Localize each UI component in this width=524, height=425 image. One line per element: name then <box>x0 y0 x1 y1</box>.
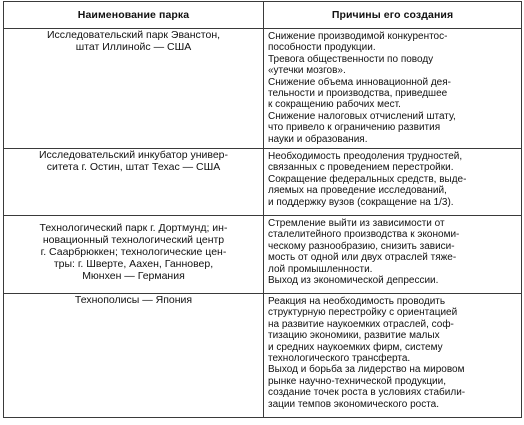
reasons-text: Необходимость преодоления трудностей, связанных с проведением перестройки. Сокращение федеральных средств, выде- ляемых на проведение исследований, и поддержку вузов (сокращение на 1/3). <box>268 151 467 208</box>
park-name: Исследовательский инкубатор универ- ситета г. Остин, штат Техас — США <box>38 149 229 173</box>
park-name-cell <box>4 294 264 418</box>
reasons-cell <box>264 216 522 294</box>
reasons-text: Снижение производимой конкурентос- пособности продукции. Тревога общественности по поводу «утечки мозгов». Снижение объема инновационной дея- тельности и производства, приведшее к сокращению рабочих мест. Снижение налоговых отчислений штату, что привело к ограничению развития науки и образования. <box>268 31 456 145</box>
reasons-cell <box>264 294 522 418</box>
document-page <box>1 1 523 423</box>
table-header-row <box>4 2 522 29</box>
reasons-cell <box>264 29 522 149</box>
park-name: Исследовательский парк Эванстон, штат Иллинойс — США <box>46 29 221 53</box>
park-name-cell <box>4 216 264 294</box>
park-name: Технологический парк г. Дортмунд; ин- новационный технологический центр г. Саарбрюккен; технологические цен- тры: г. Шверте, Аахен, Ганновер, Мюнхен — Германия <box>39 222 228 282</box>
table-row <box>4 294 522 418</box>
table-row <box>4 216 522 294</box>
park-name-cell <box>4 29 264 149</box>
reasons-text: Стремление выйти из зависимости от сталелитейного производства к экономи- ческому разнообразию, снизить зависи- мость от одной или двух отраслей тяже- лой промышленности. Выход из экономической депрессии. <box>268 218 460 287</box>
column-header-reasons: Причины его создания <box>264 2 522 29</box>
science-parks-table <box>3 1 522 418</box>
table-row <box>4 29 522 149</box>
column-header-park-name: Наименование парка <box>4 2 264 29</box>
park-name: Технополисы — Япония <box>74 294 193 306</box>
reasons-cell <box>264 149 522 216</box>
table-row <box>4 149 522 216</box>
reasons-text: Реакция на необходимость проводить структурную перестройку с ориентацией на развитие наукоемких отраслей, соф- тизацию экономики, развитие малых и средних наукоемких фирм, систему технологического трансферта. Выход и борьба за лидерство на мировом рынке научно-технической продукции, создание точек роста в условиях стабили- зации темпов экономического роста. <box>268 296 466 410</box>
park-name-cell <box>4 149 264 216</box>
